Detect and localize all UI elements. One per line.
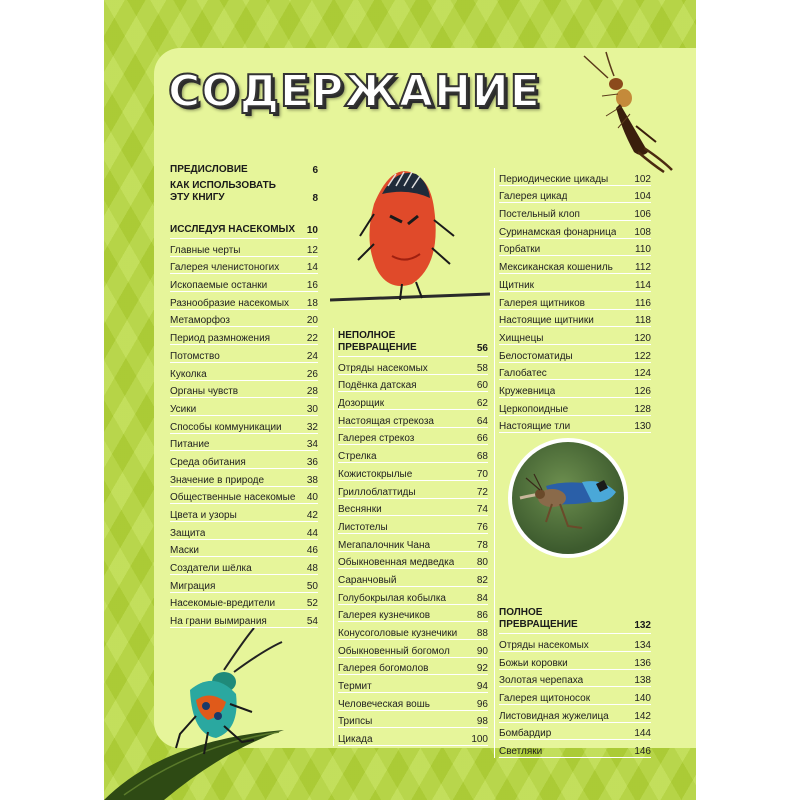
toc-entry-page: 98 — [476, 716, 488, 728]
toc-entry[interactable] — [170, 504, 318, 522]
toc-entry-label: Кружевница — [499, 385, 556, 397]
toc-entry[interactable] — [170, 257, 318, 275]
toc-entry-label: Среда обитания — [170, 456, 246, 468]
toc-entry[interactable] — [338, 392, 488, 410]
toc-entry[interactable] — [338, 410, 488, 428]
toc-entry-page: 124 — [634, 368, 651, 380]
earwig-icon — [572, 48, 682, 173]
toc-entry-page: 40 — [306, 492, 318, 504]
toc-entry[interactable] — [338, 499, 488, 517]
toc-entry-label: Кожистокрылые — [338, 468, 413, 480]
toc-section-label-line2: ПРЕВРАЩЕНИЕ — [499, 619, 578, 631]
toc-entry[interactable] — [499, 363, 651, 381]
toc-entry-page: 64 — [476, 415, 488, 427]
toc-entry-label: Галобатес — [499, 368, 547, 380]
toc-section-page: 56 — [476, 343, 488, 354]
toc-section-label-line1: ПОЛНОЕ — [499, 607, 543, 619]
toc-entry[interactable] — [170, 345, 318, 363]
toc-entry-label: Листовидная жужелица — [499, 710, 609, 722]
toc-entry-label-line2: ЭТУ КНИГУ — [170, 192, 225, 203]
toc-entry-page: 22 — [306, 333, 318, 345]
toc-entry-page: 138 — [634, 675, 651, 687]
toc-entry[interactable] — [499, 186, 651, 204]
toc-section-page: 132 — [634, 620, 651, 632]
toc-entry-page: 6 — [312, 165, 318, 176]
toc-entry-page: 36 — [306, 456, 318, 468]
toc-entry-label: Щитник — [499, 279, 535, 291]
toc-entry-page: 84 — [476, 592, 488, 604]
toc-entry[interactable] — [170, 327, 318, 345]
toc-entry-page: 74 — [476, 504, 488, 516]
toc-section-incomplete[interactable] — [338, 328, 488, 357]
toc-entry[interactable] — [170, 274, 318, 292]
toc-entry-page: 76 — [476, 521, 488, 533]
toc-entry-page: 106 — [634, 209, 651, 221]
toc-entry-label: Создатели шёлка — [170, 563, 252, 575]
toc-entry-label: Суринамская фонарница — [499, 226, 617, 238]
toc-entry-page: 20 — [306, 315, 318, 327]
toc-entry[interactable] — [170, 593, 318, 611]
toc-entry[interactable] — [338, 728, 488, 746]
toc-list — [338, 357, 488, 746]
toc-entry-label: Божьи коровки — [499, 657, 568, 669]
toc-entry-page: 78 — [476, 539, 488, 551]
toc-entry-page: 146 — [634, 746, 651, 758]
toc-entry[interactable] — [170, 610, 318, 628]
toc-entry[interactable] — [499, 292, 651, 310]
toc-entry-label: Цикада — [338, 734, 373, 746]
toc-entry-label: Термит — [338, 681, 372, 693]
toc-entry-label: Отряды насекомых — [338, 362, 428, 374]
toc-entry-page: 68 — [476, 451, 488, 463]
toc-entry[interactable] — [170, 469, 318, 487]
toc-entry[interactable] — [499, 310, 651, 328]
toc-entry[interactable] — [499, 203, 651, 221]
toc-entry[interactable] — [338, 569, 488, 587]
toc-entry[interactable] — [170, 540, 318, 558]
toc-section-complete[interactable] — [499, 605, 651, 634]
toc-entry[interactable] — [499, 168, 651, 186]
toc-entry-page: 142 — [634, 710, 651, 722]
toc-entry-label: Потомство — [170, 350, 220, 362]
toc-entry-page: 66 — [476, 433, 488, 445]
toc-entry[interactable] — [338, 445, 488, 463]
toc-entry-label: Отряды насекомых — [499, 640, 589, 651]
toc-entry[interactable] — [499, 345, 651, 363]
toc-entry-label: Способы коммуникации — [170, 421, 282, 433]
toc-entry-label: Подёнка датская — [338, 380, 417, 392]
toc-entry-page: 62 — [476, 398, 488, 410]
toc-entry-page: 48 — [306, 563, 318, 575]
toc-entry-page: 80 — [476, 557, 488, 569]
toc-entry-page: 100 — [471, 734, 488, 746]
toc-entry[interactable] — [338, 534, 488, 552]
toc-entry-page: 14 — [306, 262, 318, 274]
toc-entry-label: Мегапалочник Чана — [338, 539, 431, 551]
toc-entry[interactable] — [170, 434, 318, 452]
toc-entry-label: Настоящая стрекоза — [338, 415, 434, 427]
toc-entry-page: 130 — [634, 421, 651, 433]
toc-list — [170, 239, 318, 628]
toc-entry-page: 134 — [634, 640, 651, 651]
contents-column-3 — [494, 168, 651, 758]
toc-entry-page: 90 — [476, 645, 488, 657]
toc-entry-page: 32 — [306, 421, 318, 433]
toc-entry[interactable] — [499, 652, 651, 670]
toc-list — [499, 168, 651, 433]
jewel-bug-icon — [104, 620, 294, 800]
toc-entry[interactable] — [499, 723, 651, 741]
toc-entry[interactable] — [499, 274, 651, 292]
toc-entry[interactable] — [170, 575, 318, 593]
toc-entry-page: 26 — [306, 368, 318, 380]
toc-entry-label: Стрелка — [338, 451, 377, 463]
toc-entry[interactable] — [338, 640, 488, 658]
toc-entry-page: 34 — [306, 439, 318, 451]
toc-entry-label: Церкопоидные — [499, 403, 569, 415]
toc-entry[interactable] — [338, 552, 488, 570]
toc-entry-label: Галерея богомолов — [338, 663, 429, 675]
toc-entry[interactable] — [338, 375, 488, 393]
toc-entry[interactable] — [170, 451, 318, 469]
toc-entry[interactable] — [499, 380, 651, 398]
toc-entry[interactable] — [338, 516, 488, 534]
toc-entry-page: 86 — [476, 610, 488, 622]
toc-entry-page: 38 — [306, 474, 318, 486]
toc-entry-label: Обыкновенный богомол — [338, 645, 450, 657]
toc-section-exploring[interactable] — [170, 224, 318, 239]
toc-entry[interactable] — [499, 398, 651, 416]
toc-entry-label: Трипсы — [338, 716, 373, 728]
toc-entry-label: Конусоголовые кузнечики — [338, 628, 458, 639]
toc-entry-page: 46 — [306, 545, 318, 557]
toc-entry-label: Саранчовый — [338, 574, 397, 586]
toc-entry[interactable] — [499, 687, 651, 705]
toc-entry-page: 122 — [634, 350, 651, 362]
page-title: СОДЕРЖАНИЕ — [168, 66, 541, 117]
toc-entry-page: 114 — [635, 279, 651, 291]
toc-entry-page: 116 — [635, 297, 651, 309]
toc-entry[interactable] — [499, 239, 651, 257]
toc-entry-label: Усики — [170, 403, 197, 415]
toc-entry-label: Хищнецы — [499, 332, 544, 344]
toc-entry-page: 140 — [634, 693, 651, 705]
toc-entry-page: 104 — [634, 191, 651, 203]
toc-section-label-line1: НЕПОЛНОЕ — [338, 330, 396, 341]
toc-entry-label: Галерея цикад — [499, 191, 568, 203]
toc-entry-label: Человеческая вошь — [338, 698, 430, 710]
toc-entry[interactable] — [170, 416, 318, 434]
toc-entry-page: 128 — [634, 403, 651, 415]
toc-entry-page: 18 — [306, 297, 318, 309]
toc-entry[interactable] — [170, 557, 318, 575]
toc-entry-label: Периодические цикады — [499, 173, 609, 185]
toc-entry[interactable] — [338, 711, 488, 729]
shield-bug-icon — [330, 164, 490, 304]
toc-entry[interactable] — [338, 357, 488, 375]
toc-entry-label: Дозорщик — [338, 398, 385, 410]
toc-entry-page: 30 — [306, 403, 318, 415]
toc-entry-page: 82 — [476, 574, 488, 586]
toc-entry-page: 118 — [635, 315, 651, 327]
toc-entry-label: Цвета и узоры — [170, 510, 237, 521]
toc-entry-howto[interactable] — [170, 178, 318, 206]
toc-entry[interactable] — [170, 292, 318, 310]
toc-entry-page: 28 — [306, 386, 318, 398]
toc-entry[interactable] — [338, 428, 488, 446]
toc-entry[interactable] — [338, 463, 488, 481]
toc-entry-label: Золотая черепаха — [499, 675, 584, 687]
toc-entry-label: Галерея членистоногих — [170, 262, 280, 274]
toc-entry-label: Органы чувств — [170, 386, 239, 398]
toc-entry[interactable] — [170, 522, 318, 540]
contents-column-2 — [333, 328, 488, 746]
toc-entry[interactable] — [499, 327, 651, 345]
toc-entry-page: 102 — [634, 173, 651, 185]
toc-entry[interactable] — [499, 670, 651, 688]
toc-entry[interactable] — [170, 239, 318, 257]
toc-entry-page: 54 — [306, 616, 318, 628]
toc-entry-page: 108 — [634, 226, 651, 238]
toc-entry[interactable] — [170, 310, 318, 328]
toc-list — [499, 634, 651, 758]
toc-entry-label: Галерея кузнечиков — [338, 610, 431, 622]
toc-entry-page: 12 — [306, 244, 318, 256]
toc-entry-page: 94 — [476, 681, 488, 693]
toc-entry-label: Гриллоблаттиды — [338, 486, 416, 498]
toc-section-label-line2: ПРЕВРАЩЕНИЕ — [338, 342, 417, 353]
toc-entry-label: Светляки — [499, 746, 543, 758]
toc-entry[interactable] — [170, 363, 318, 381]
toc-entry-page: 88 — [476, 628, 488, 639]
toc-entry-label: Галерея щитников — [499, 297, 585, 309]
toc-entry-page: 16 — [306, 280, 318, 292]
toc-entry[interactable] — [338, 675, 488, 693]
toc-entry-label: ПРЕДИСЛОВИЕ — [170, 164, 248, 175]
toc-entry[interactable] — [338, 587, 488, 605]
toc-entry-label: На грани вымирания — [170, 616, 267, 628]
toc-entry-page: 72 — [476, 486, 488, 498]
toc-entry-label: Метаморфоз — [170, 315, 230, 327]
toc-entry-label: Ископаемые останки — [170, 280, 268, 292]
toc-entry[interactable] — [499, 634, 651, 652]
toc-entry[interactable] — [170, 487, 318, 505]
toc-entry-page: 136 — [634, 657, 651, 669]
toc-entry-label: Насекомые-вредители — [170, 598, 276, 610]
toc-entry-page: 24 — [306, 350, 318, 362]
toc-entry-label: Постельный клоп — [499, 209, 580, 221]
toc-entry-page: 120 — [634, 332, 651, 344]
toc-entry-label: Обыкновенная медведка — [338, 557, 455, 569]
toc-entry[interactable] — [170, 398, 318, 416]
toc-entry-page: 126 — [634, 385, 651, 397]
toc-entry-label: Защита — [170, 527, 206, 539]
toc-entry-preface[interactable] — [170, 164, 318, 178]
toc-entry-page: 8 — [312, 193, 318, 204]
toc-entry-label: Горбатки — [499, 244, 541, 256]
toc-entry-page: 60 — [476, 380, 488, 392]
toc-entry[interactable] — [338, 658, 488, 676]
toc-entry-label: Период размножения — [170, 333, 271, 345]
toc-entry-label: Мексиканская кошениль — [499, 262, 613, 274]
toc-entry-page: 50 — [306, 580, 318, 592]
toc-entry-page: 144 — [634, 728, 651, 740]
toc-entry-page: 92 — [476, 663, 488, 675]
toc-entry-page: 110 — [635, 244, 651, 256]
toc-entry[interactable] — [338, 481, 488, 499]
toc-entry-page: 44 — [306, 527, 318, 539]
toc-entry-label-line1: КАК ИСПОЛЬЗОВАТЬ — [170, 180, 276, 191]
contents-column-1 — [170, 164, 318, 628]
toc-entry-label: Куколка — [170, 368, 207, 380]
toc-entry-label: Маски — [170, 545, 199, 557]
toc-entry-label: Главные черты — [170, 244, 241, 256]
toc-entry[interactable] — [499, 740, 651, 758]
toc-entry-label: Листотелы — [338, 521, 388, 533]
toc-entry-label: Белостоматиды — [499, 350, 573, 362]
toc-entry-page: 112 — [635, 262, 651, 274]
toc-section-page: 10 — [306, 225, 318, 236]
toc-entry-page: 96 — [476, 698, 488, 710]
toc-entry-label: Значение в природе — [170, 474, 265, 486]
toc-entry[interactable] — [338, 693, 488, 711]
toc-entry-label: Бомбардир — [499, 728, 552, 740]
toc-entry-page: 52 — [306, 598, 318, 610]
toc-entry-label: Голубокрылая кобылка — [338, 592, 446, 604]
toc-entry[interactable] — [499, 221, 651, 239]
toc-entry-label: Галерея щитоносок — [499, 693, 591, 705]
toc-entry[interactable] — [338, 605, 488, 623]
toc-entry-label: Веснянки — [338, 504, 382, 516]
toc-entry-label: Разнообразие насекомых — [170, 297, 290, 309]
toc-entry-label: Настоящие щитники — [499, 315, 594, 327]
toc-entry-page: 58 — [476, 362, 488, 374]
toc-entry[interactable] — [499, 416, 651, 434]
toc-entry-label: Галерея стрекоз — [338, 433, 415, 445]
toc-entry-page: 70 — [476, 468, 488, 480]
toc-entry-label: Общественные насекомые — [170, 492, 296, 504]
toc-entry-label: Настоящие тли — [499, 421, 571, 433]
toc-entry[interactable] — [499, 705, 651, 723]
toc-section-label: ИССЛЕДУЯ НАСЕКОМЫХ — [170, 224, 296, 235]
toc-entry-label: Питание — [170, 439, 210, 451]
toc-entry-label: Миграция — [170, 580, 216, 592]
toc-entry[interactable] — [338, 622, 488, 640]
toc-entry[interactable] — [170, 381, 318, 399]
toc-entry-page: 42 — [306, 510, 318, 521]
toc-entry[interactable] — [499, 256, 651, 274]
